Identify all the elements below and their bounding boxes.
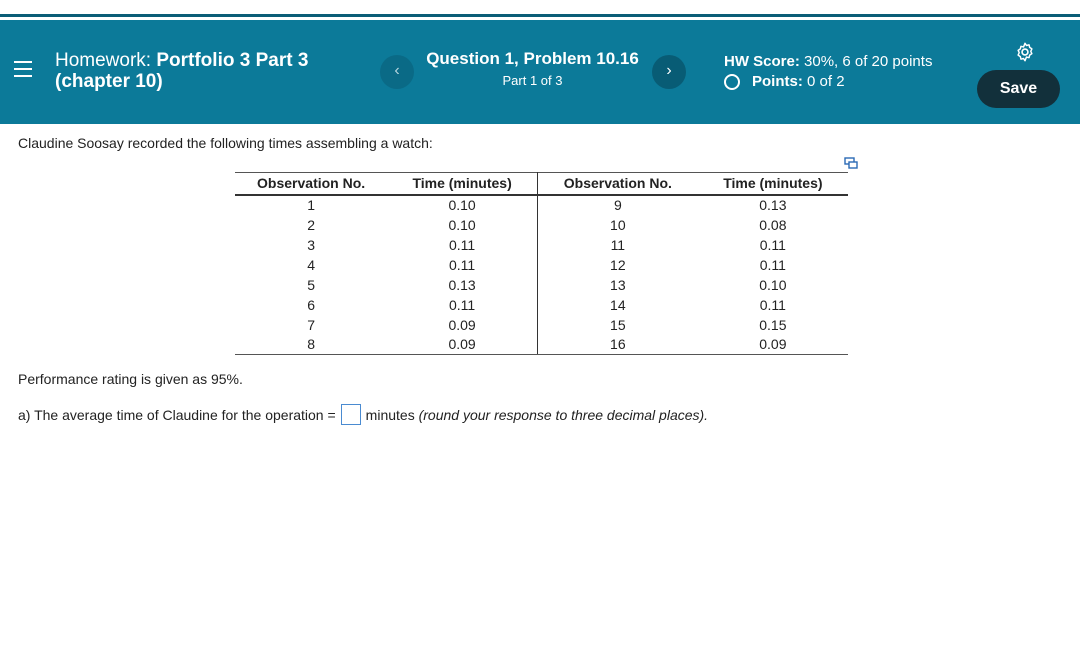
header-time-minutes: Time (minutes) xyxy=(387,173,537,195)
time-cell: 0.11 xyxy=(387,235,537,255)
homework-name: Portfolio 3 Part 3 (chapter 10) xyxy=(55,50,309,92)
time-cell: 0.11 xyxy=(387,255,537,275)
time-cell: 0.09 xyxy=(698,335,848,355)
question-title: Question 1, Problem 10.16 xyxy=(426,49,639,68)
table-row xyxy=(235,275,848,295)
observation-cell: 8 xyxy=(235,335,387,355)
header-bar xyxy=(0,20,1080,124)
time-cell: 0.10 xyxy=(387,215,537,235)
observation-cell: 16 xyxy=(537,335,697,355)
observation-cell: 4 xyxy=(307,256,316,273)
time-cell: 0.10 xyxy=(759,276,787,293)
homework-title xyxy=(55,50,355,92)
header-observation-no: Observation No. xyxy=(235,173,387,195)
score-value: 30%, 6 of 20 points xyxy=(804,53,933,70)
observation-cell: 10 xyxy=(610,216,626,233)
save-button[interactable]: Save xyxy=(977,70,1060,108)
homework-label: Homework: xyxy=(55,50,152,71)
points-value: 0 of 2 xyxy=(807,73,845,90)
observation-cell: 5 xyxy=(307,276,316,293)
observation-cell: 3 xyxy=(307,236,316,253)
gear-icon[interactable] xyxy=(1014,41,1036,63)
observation-cell: 11 xyxy=(610,236,626,253)
points-label: Points: xyxy=(752,73,803,90)
score-label: HW Score: xyxy=(724,53,800,70)
time-cell: 0.11 xyxy=(387,295,537,315)
header-time-minutes: Time (minutes) xyxy=(698,173,848,195)
observation-cell: 14 xyxy=(610,296,626,313)
circle-icon xyxy=(724,74,740,90)
problem-intro: Claudine Soosay recorded the following times assembling a watch: xyxy=(18,135,433,151)
table-row xyxy=(235,335,848,355)
next-question-button[interactable]: › xyxy=(652,55,686,89)
observation-cell: 12 xyxy=(610,256,626,273)
table-row xyxy=(235,255,848,275)
table-row xyxy=(235,215,848,235)
observation-cell: 7 xyxy=(307,316,316,333)
header-observation-no: Observation No. xyxy=(537,173,697,195)
question-part: Part 1 of 3 xyxy=(502,73,563,88)
top-strip xyxy=(0,0,1080,17)
part-a-prefix: a) The average time of Claudine for the operation = xyxy=(18,406,336,423)
time-cell: 0.15 xyxy=(759,316,787,333)
time-cell: 0.13 xyxy=(759,197,787,213)
previous-question-button[interactable]: ‹ xyxy=(380,55,414,89)
observation-cell: 15 xyxy=(610,316,626,333)
time-cell: 0.10 xyxy=(387,195,537,215)
performance-rating: Performance rating is given as 95%. xyxy=(18,371,243,387)
answer-input[interactable] xyxy=(341,404,361,425)
observation-table xyxy=(235,172,848,355)
part-a-question xyxy=(18,404,708,425)
score-panel xyxy=(724,52,932,92)
observation-cell: 1 xyxy=(307,197,316,213)
table-row xyxy=(235,315,848,335)
question-info xyxy=(410,49,655,88)
table-header-row xyxy=(235,173,848,195)
expand-icon[interactable] xyxy=(844,157,858,169)
table-row xyxy=(235,295,848,315)
observation-cell: 13 xyxy=(610,276,626,293)
time-cell: 0.11 xyxy=(759,236,786,253)
part-a-unit: minutes xyxy=(365,406,415,423)
menu-icon[interactable] xyxy=(14,61,34,79)
time-cell: 0.11 xyxy=(759,296,786,313)
observation-cell: 2 xyxy=(307,216,316,233)
part-a-hint: (round your response to three decimal places). xyxy=(418,406,709,423)
time-cell: 0.11 xyxy=(759,256,786,273)
time-cell: 0.09 xyxy=(387,315,537,335)
time-cell: 0.13 xyxy=(387,275,537,295)
observation-cell: 6 xyxy=(307,296,316,313)
time-cell: 0.09 xyxy=(387,335,537,355)
observation-cell: 9 xyxy=(613,197,622,213)
time-cell: 0.08 xyxy=(759,216,787,233)
table-row xyxy=(235,195,848,215)
table-row xyxy=(235,235,848,255)
